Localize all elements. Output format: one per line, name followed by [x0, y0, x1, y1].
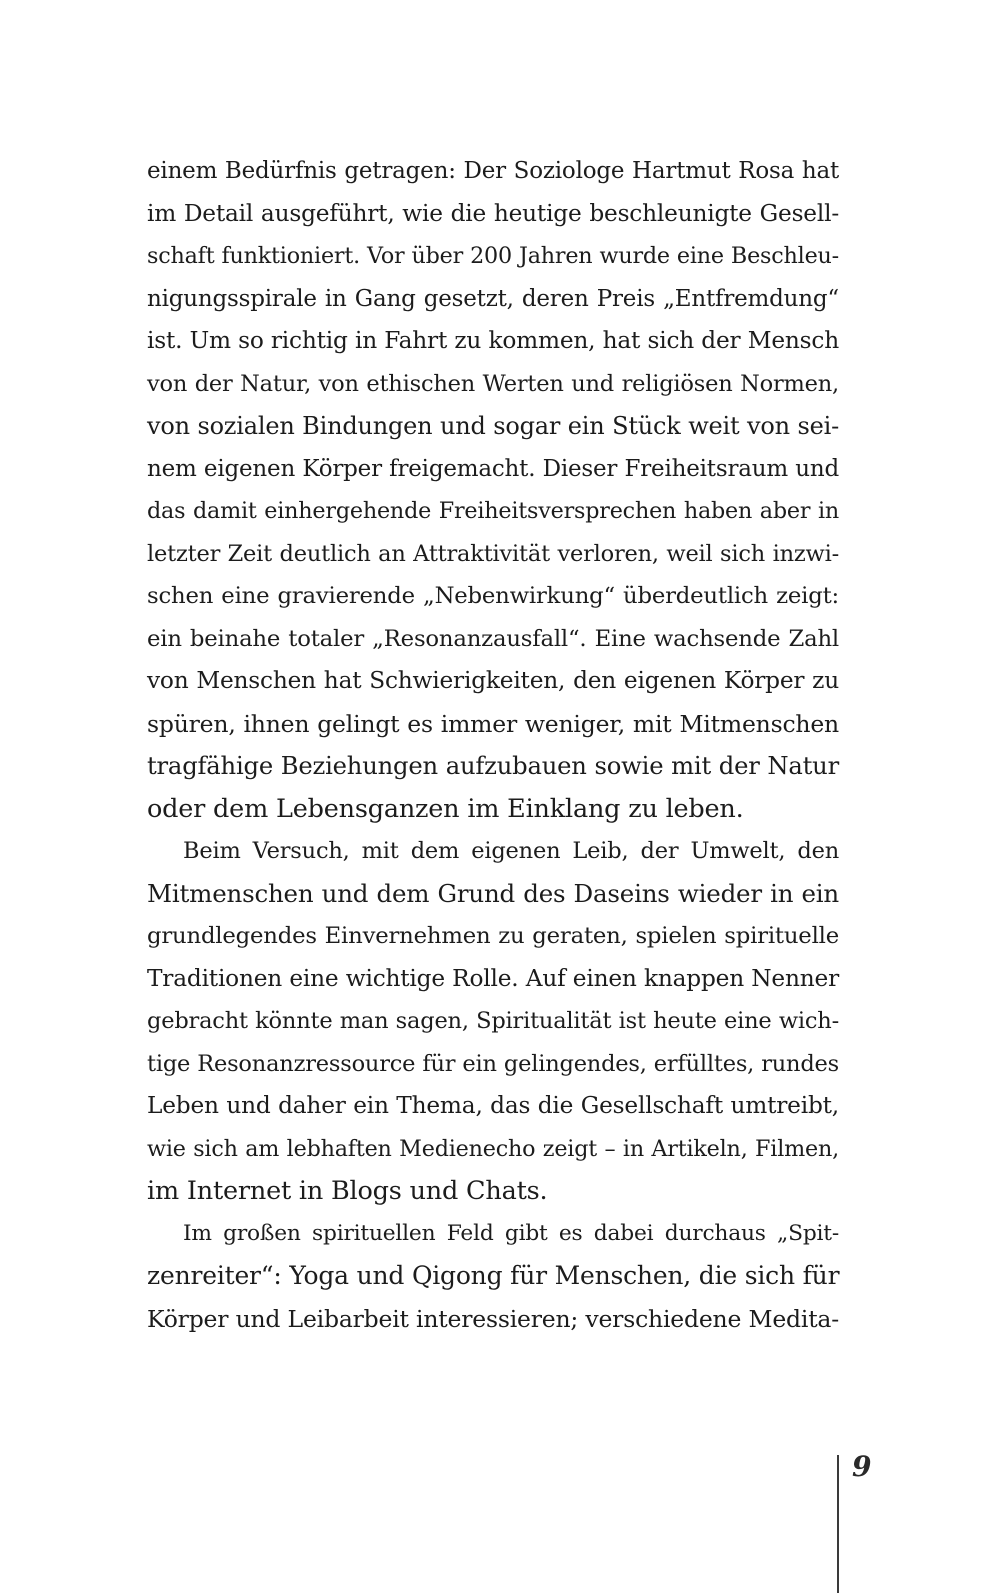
- page-number-rule: [837, 1455, 839, 1593]
- text-line: schen eine gravierende „Nebenwirkung“ überdeutlich zeigt:: [147, 583, 839, 609]
- page-number: 9: [852, 1450, 872, 1483]
- text-line: von sozialen Bindungen und sogar ein Stück weit von sei-: [147, 412, 839, 440]
- text-line: von Menschen hat Schwierigkeiten, den eigenen Körper zu: [147, 667, 839, 694]
- text-line: im Internet in Blogs und Chats.: [147, 1176, 548, 1206]
- text-line: oder dem Lebensganzen im Einklang zu leben.: [147, 793, 744, 824]
- text-line: schaft funktioniert. Vor über 200 Jahren wurde eine Beschleu-: [147, 243, 839, 269]
- text-line: Körper und Leibarbeit interessieren; verschiedene Medita-: [147, 1304, 839, 1333]
- text-line: nem eigenen Körper freigemacht. Dieser Freiheitsraum und: [147, 455, 839, 482]
- body-text: [147, 150, 839, 1340]
- text-line: im Detail ausgeführt, wie die heutige beschleunigte Gesell-: [147, 199, 839, 227]
- text-line: spüren, ihnen gelingt es immer weniger, mit Mitmenschen: [147, 709, 839, 738]
- text-line: Traditionen eine wichtige Rolle. Auf einen knappen Nenner: [147, 964, 839, 992]
- text-line: Leben und daher ein Thema, das die Gesellschaft umtreibt,: [147, 1092, 839, 1119]
- text-line: ist. Um so richtig in Fahrt zu kommen, hat sich der Mensch: [147, 327, 839, 354]
- text-line: gebracht könnte man sagen, Spiritualität ist heute eine wich-: [147, 1008, 839, 1034]
- text-line: Im großen spirituellen Feld gibt es dabei durchaus „Spit-: [183, 1220, 839, 1246]
- text-line: grundlegendes Einvernehmen zu geraten, spielen spirituelle: [147, 923, 839, 949]
- text-line: Mitmenschen und dem Grund des Daseins wieder in ein: [147, 878, 839, 908]
- text-line: wie sich am lebhaften Medienecho zeigt – in Artikeln, Filmen,: [147, 1135, 839, 1162]
- text-line: letzter Zeit deutlich an Attraktivität verloren, weil sich inzwi-: [147, 540, 839, 567]
- text-line: tige Resonanzressource für ein gelingendes, erfülltes, rundes: [147, 1050, 839, 1077]
- text-line: tragfähige Beziehungen aufzubauen sowie mit der Natur: [147, 751, 839, 780]
- text-line: von der Natur, von ethischen Werten und religiösen Normen,: [147, 370, 839, 397]
- text-line: zenreiter“: Yoga und Qigong für Menschen, die sich für: [147, 1261, 840, 1290]
- text-line: das damit einhergehende Freiheitsversprechen haben aber in: [147, 498, 839, 524]
- text-line: nigungsspirale in Gang gesetzt, deren Preis „Entfremdung“: [147, 285, 839, 312]
- text-line: einem Bedürfnis getragen: Der Soziologe Hartmut Rosa hat: [147, 158, 839, 184]
- text-line: Beim Versuch, mit dem eigenen Leib, der Umwelt, den: [183, 838, 839, 864]
- text-line: ein beinahe totaler „Resonanzausfall“. Eine wachsende Zahl: [147, 625, 839, 652]
